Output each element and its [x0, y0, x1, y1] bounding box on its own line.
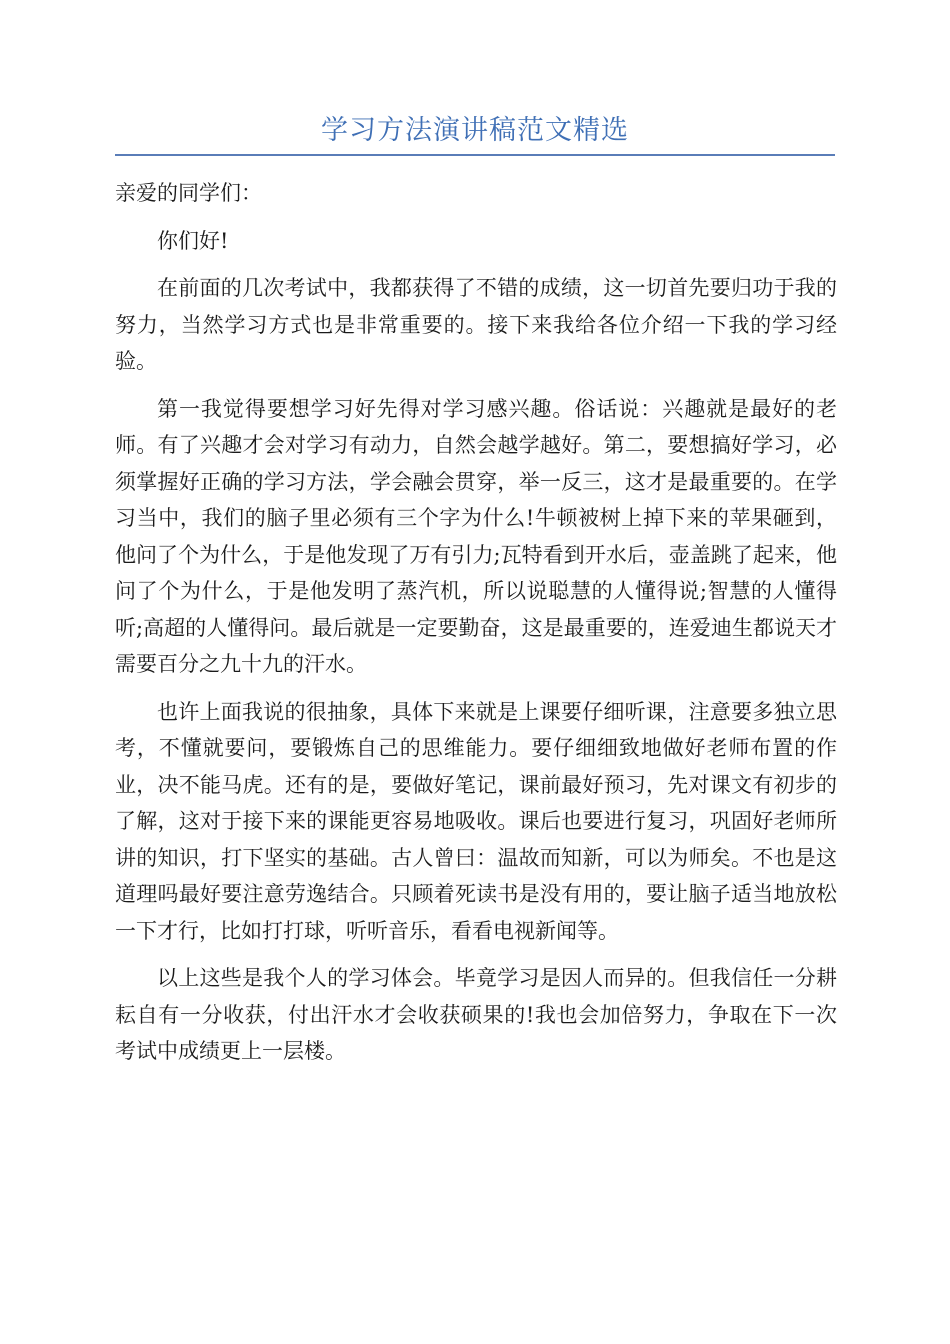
paragraph-2: 第一我觉得要想学习好先得对学习感兴趣。俗话说：兴趣就是最好的老师。有了兴趣才会对学习有动力，自然会越学越好。第二，要想搞好学习，必须掌握好正确的学习方法，学会融会贯穿，举一反三，这才是最重要的。在学习当中，我们的脑子里必须有三个字为什么!牛顿被树上掉下来的苹果砸到，他问了个为什么，于是他发现了万有引力;瓦特看到开水后，壶盖跳了起来，他问了个为什么，于是他发明了蒸汽机，所以说聪慧的人懂得说;智慧的人懂得听;高超的人懂得问。最后就是一定要勤奋，这是最重要的，连爱迪生都说天才需要百分之九十九的汗水。 [115, 396, 837, 676]
paragraph-3: 也许上面我说的很抽象，具体下来就是上课要仔细听课，注意要多独立思考，不懂就要问，要锻炼自己的思维能力。要仔细细致地做好老师布置的作业，决不能马虎。还有的是，要做好笔记，课前最好预习，先对课文有初步的了解，这对于接下来的课能更容易地吸收。课后也要进行复习，巩固好老师所讲的知识，打下坚实的基础。古人曾曰：温故而知新，可以为师矣。不也是这道理吗最好要注意劳逸结合。只顾着死读书是没有用的，要让脑子适当地放松一下才行，比如打打球，听听音乐，看看电视新闻等。 [115, 699, 837, 943]
title-block [115, 108, 835, 156]
document-body [115, 175, 837, 1081]
document-title: 学习方法演讲稿范文精选 [321, 115, 629, 146]
paragraph-1: 在前面的几次考试中，我都获得了不错的成绩，这一切首先要归功于我的努力，当然学习方式也是非常重要的。接下来我给各位介绍一下我的学习经验。 [115, 276, 837, 373]
paragraph-4: 以上这些是我个人的学习体会。毕竟学习是因人而异的。但我信任一分耕耘自有一分收获，付出汗水才会收获硕果的!我也会加倍努力，争取在下一次考试中成绩更上一层楼。 [115, 966, 837, 1063]
greeting: 你们好! [157, 228, 229, 253]
salutation: 亲爱的同学们： [115, 181, 262, 205]
